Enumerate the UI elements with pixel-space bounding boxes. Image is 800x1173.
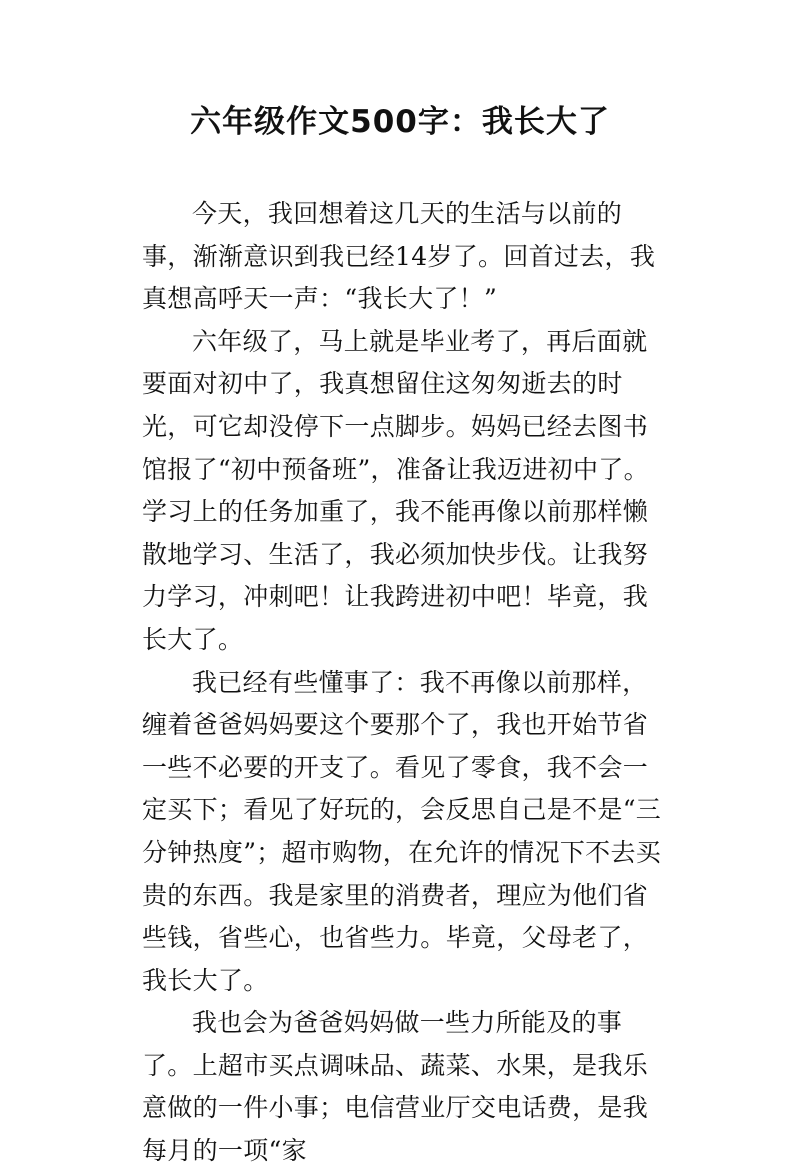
paragraph-4: 我也会为爸爸妈妈做一些力所能及的事了。上超市买点调味品、蔬菜、水果，是我乐意做的一件小事；电信营业厅交电话费，是我每月的一项“家 [142, 1008, 649, 1166]
essay-body [142, 193, 667, 1173]
paragraph-2: 六年级了，马上就是毕业考了，再后面就要面对初中了，我真想留住这匆匆逝去的时光，可它却没停下一点脚步。妈妈已经去图书馆报了“初中预备班”，准备让我迈进初中了。学习上的任务加重了，我不能再像以前那样懒散地学习、生活了，我必须加快步伐。让我努力学习，冲刺吧！让我跨进初中吧！毕竟，我长大了。 [142, 326, 649, 654]
paragraph-3: 我已经有些懂事了：我不再像以前那样，缠着爸爸妈妈要这个要那个了，我也开始节省一些不必要的开支了。看见了零食，我不会一定买下；看见了好玩的，会反思自己是不是“三分钟热度”；超市购物，在允许的情况下不去买贵的东西。我是家里的消费者，理应为他们省些钱，省些心，也省些力。毕竟，父母老了，我长大了。 [142, 667, 662, 995]
paragraph-1: 今天，我回想着这几天的生活与以前的事，渐渐意识到我已经14岁了。回首过去，我真想高呼天一声：“我长大了！” [142, 199, 656, 314]
essay-title: 六年级作文500字：我长大了 [190, 104, 610, 140]
